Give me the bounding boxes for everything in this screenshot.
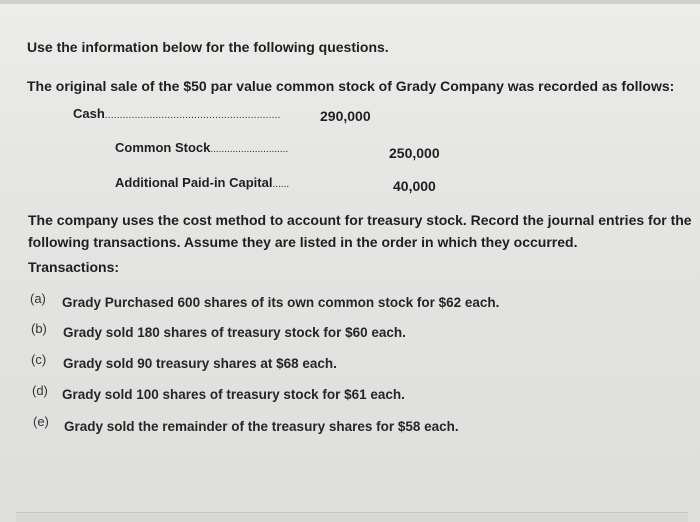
account-apic: Additional Paid-in Capital (115, 175, 273, 190)
account-cash: Cash (73, 106, 105, 121)
journal-row-apic (115, 174, 289, 194)
amount-apic: 40,000 (393, 178, 436, 194)
top-edge (0, 0, 700, 4)
instructions-line-2: following transactions. Assume they are listed in the order in which they occurred. (28, 234, 578, 250)
transaction-item: Grady sold 90 treasury shares at $68 each. (63, 356, 337, 371)
account-common-stock: Common Stock (115, 140, 211, 155)
transaction-letter: (b) (31, 321, 47, 336)
sale-heading: The original sale of the $50 par value common stock of Grady Company was recorded as follows: (27, 78, 675, 94)
transaction-letter: (c) (31, 352, 47, 367)
amount-cash: 290,000 (320, 108, 371, 124)
leader-dots: ............................ (210, 144, 289, 155)
transaction-letter: (a) (30, 291, 46, 306)
transaction-item: Grady sold the remainder of the treasury shares for $58 each. (64, 419, 459, 434)
journal-row-cash (73, 105, 281, 125)
transaction-letter: (e) (33, 414, 49, 429)
instructions-line-1: The company uses the cost method to account for treasury stock. Record the journal entries for the (28, 212, 692, 228)
journal-row-common-stock (115, 139, 288, 159)
bottom-edge (16, 514, 688, 522)
intro-text: Use the information below for the following questions. (27, 39, 389, 55)
transactions-heading: Transactions: (28, 259, 120, 275)
transaction-letter: (d) (32, 383, 48, 398)
transaction-item: Grady sold 180 shares of treasury stock for $60 each. (63, 325, 406, 340)
leader-dots: ........................................................... (104, 110, 281, 121)
transaction-item: Grady Purchased 600 shares of its own common stock for $62 each. (62, 295, 500, 310)
leader-dots: ...... (272, 179, 290, 190)
amount-common-stock: 250,000 (389, 145, 440, 161)
transaction-item: Grady sold 100 shares of treasury stock for $61 each. (62, 387, 405, 402)
divider (16, 512, 688, 513)
